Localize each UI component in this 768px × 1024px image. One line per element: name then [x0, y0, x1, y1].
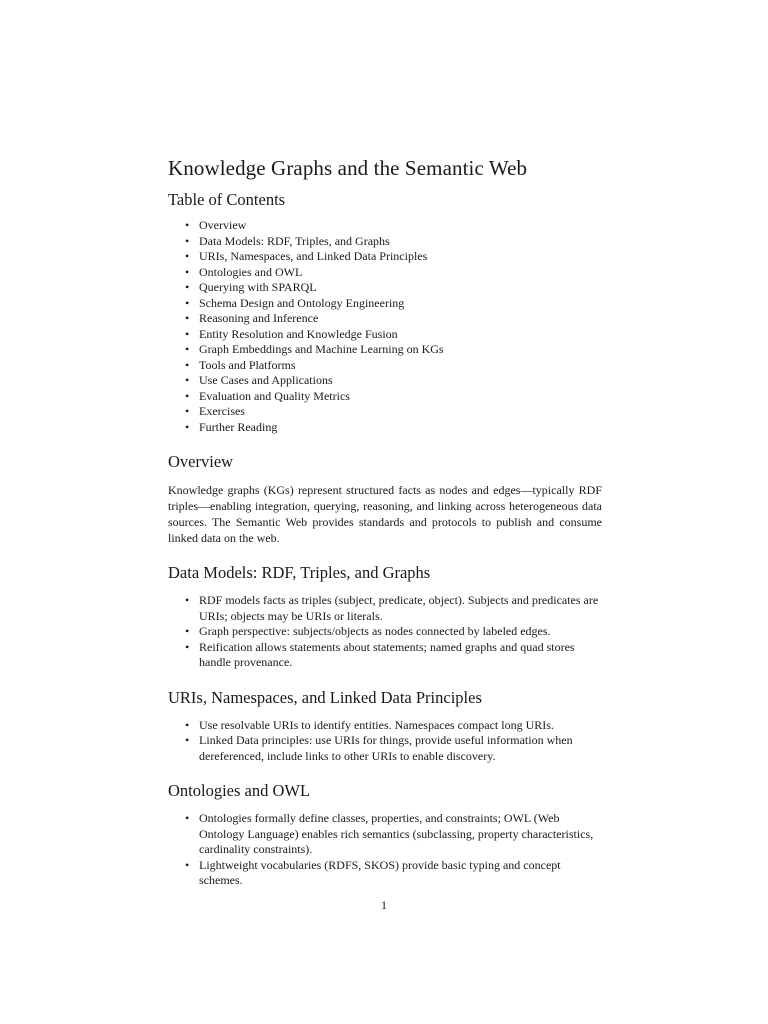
list-item: • RDF models facts as triples (subject, predicate, object). Subjects and predicates are URIs; objects may be URIs or literals. — [168, 593, 602, 624]
toc-item-reasoning: • Reasoning and Inference — [168, 311, 602, 327]
list-item: • Lightweight vocabularies (RDFS, SKOS) provide basic typing and concept schemes. — [168, 858, 602, 889]
overview-paragraph: Knowledge graphs (KGs) represent structured facts as nodes and edges—typically RDF triples—enabling integration, querying, reasoning, and linking across heterogeneous data sources. The Semantic Web provides standards and protocols to publish and consume linked data on the web. — [168, 483, 602, 545]
toc-item-sparql: • Querying with SPARQL — [168, 280, 602, 296]
list-item: • Ontologies formally define classes, properties, and constraints; OWL (Web Ontology Language) enables rich semantics (subclassing, property characteristics, cardinality constraints). — [168, 811, 602, 858]
toc-item-further-reading: • Further Reading — [168, 420, 602, 436]
document-title: Knowledge Graphs and the Semantic Web — [168, 156, 528, 180]
data-models-list — [168, 593, 602, 671]
toc-item-use-cases: • Use Cases and Applications — [168, 373, 602, 389]
list-item: • Reification allows statements about statements; named graphs and quad stores handle provenance. — [168, 640, 602, 671]
data-models-heading: Data Models: RDF, Triples, and Graphs — [168, 563, 431, 582]
list-item: • Graph perspective: subjects/objects as nodes connected by labeled edges. — [168, 624, 602, 640]
overview-heading: Overview — [168, 452, 234, 471]
toc-item-exercises: • Exercises — [168, 404, 602, 420]
uris-list — [168, 718, 602, 765]
toc-list — [168, 218, 602, 435]
toc-item-graph-embeddings: • Graph Embeddings and Machine Learning on KGs — [168, 342, 602, 358]
page-number: 1 — [381, 898, 387, 912]
toc-item-schema-design: • Schema Design and Ontology Engineering — [168, 296, 602, 312]
toc-item-overview: • Overview — [168, 218, 602, 234]
toc-item-tools: • Tools and Platforms — [168, 358, 602, 374]
toc-item-entity-resolution: • Entity Resolution and Knowledge Fusion — [168, 327, 602, 343]
ontologies-list — [168, 811, 602, 889]
uris-heading: URIs, Namespaces, and Linked Data Principles — [168, 687, 482, 707]
toc-item-evaluation: • Evaluation and Quality Metrics — [168, 389, 602, 405]
toc-item-uris: • URIs, Namespaces, and Linked Data Principles — [168, 249, 602, 265]
list-item: • Linked Data principles: use URIs for things, provide useful information when dereferenced, include links to other URIs to enable discovery. — [168, 733, 602, 764]
toc-item-ontologies: • Ontologies and OWL — [168, 265, 602, 281]
page-content — [168, 155, 602, 889]
toc-item-data-models: • Data Models: RDF, Triples, and Graphs — [168, 234, 602, 250]
ontologies-heading: Ontologies and OWL — [168, 781, 311, 800]
toc-heading: Table of Contents — [168, 190, 286, 209]
list-item: • Use resolvable URIs to identify entities. Namespaces compact long URIs. — [168, 718, 602, 734]
